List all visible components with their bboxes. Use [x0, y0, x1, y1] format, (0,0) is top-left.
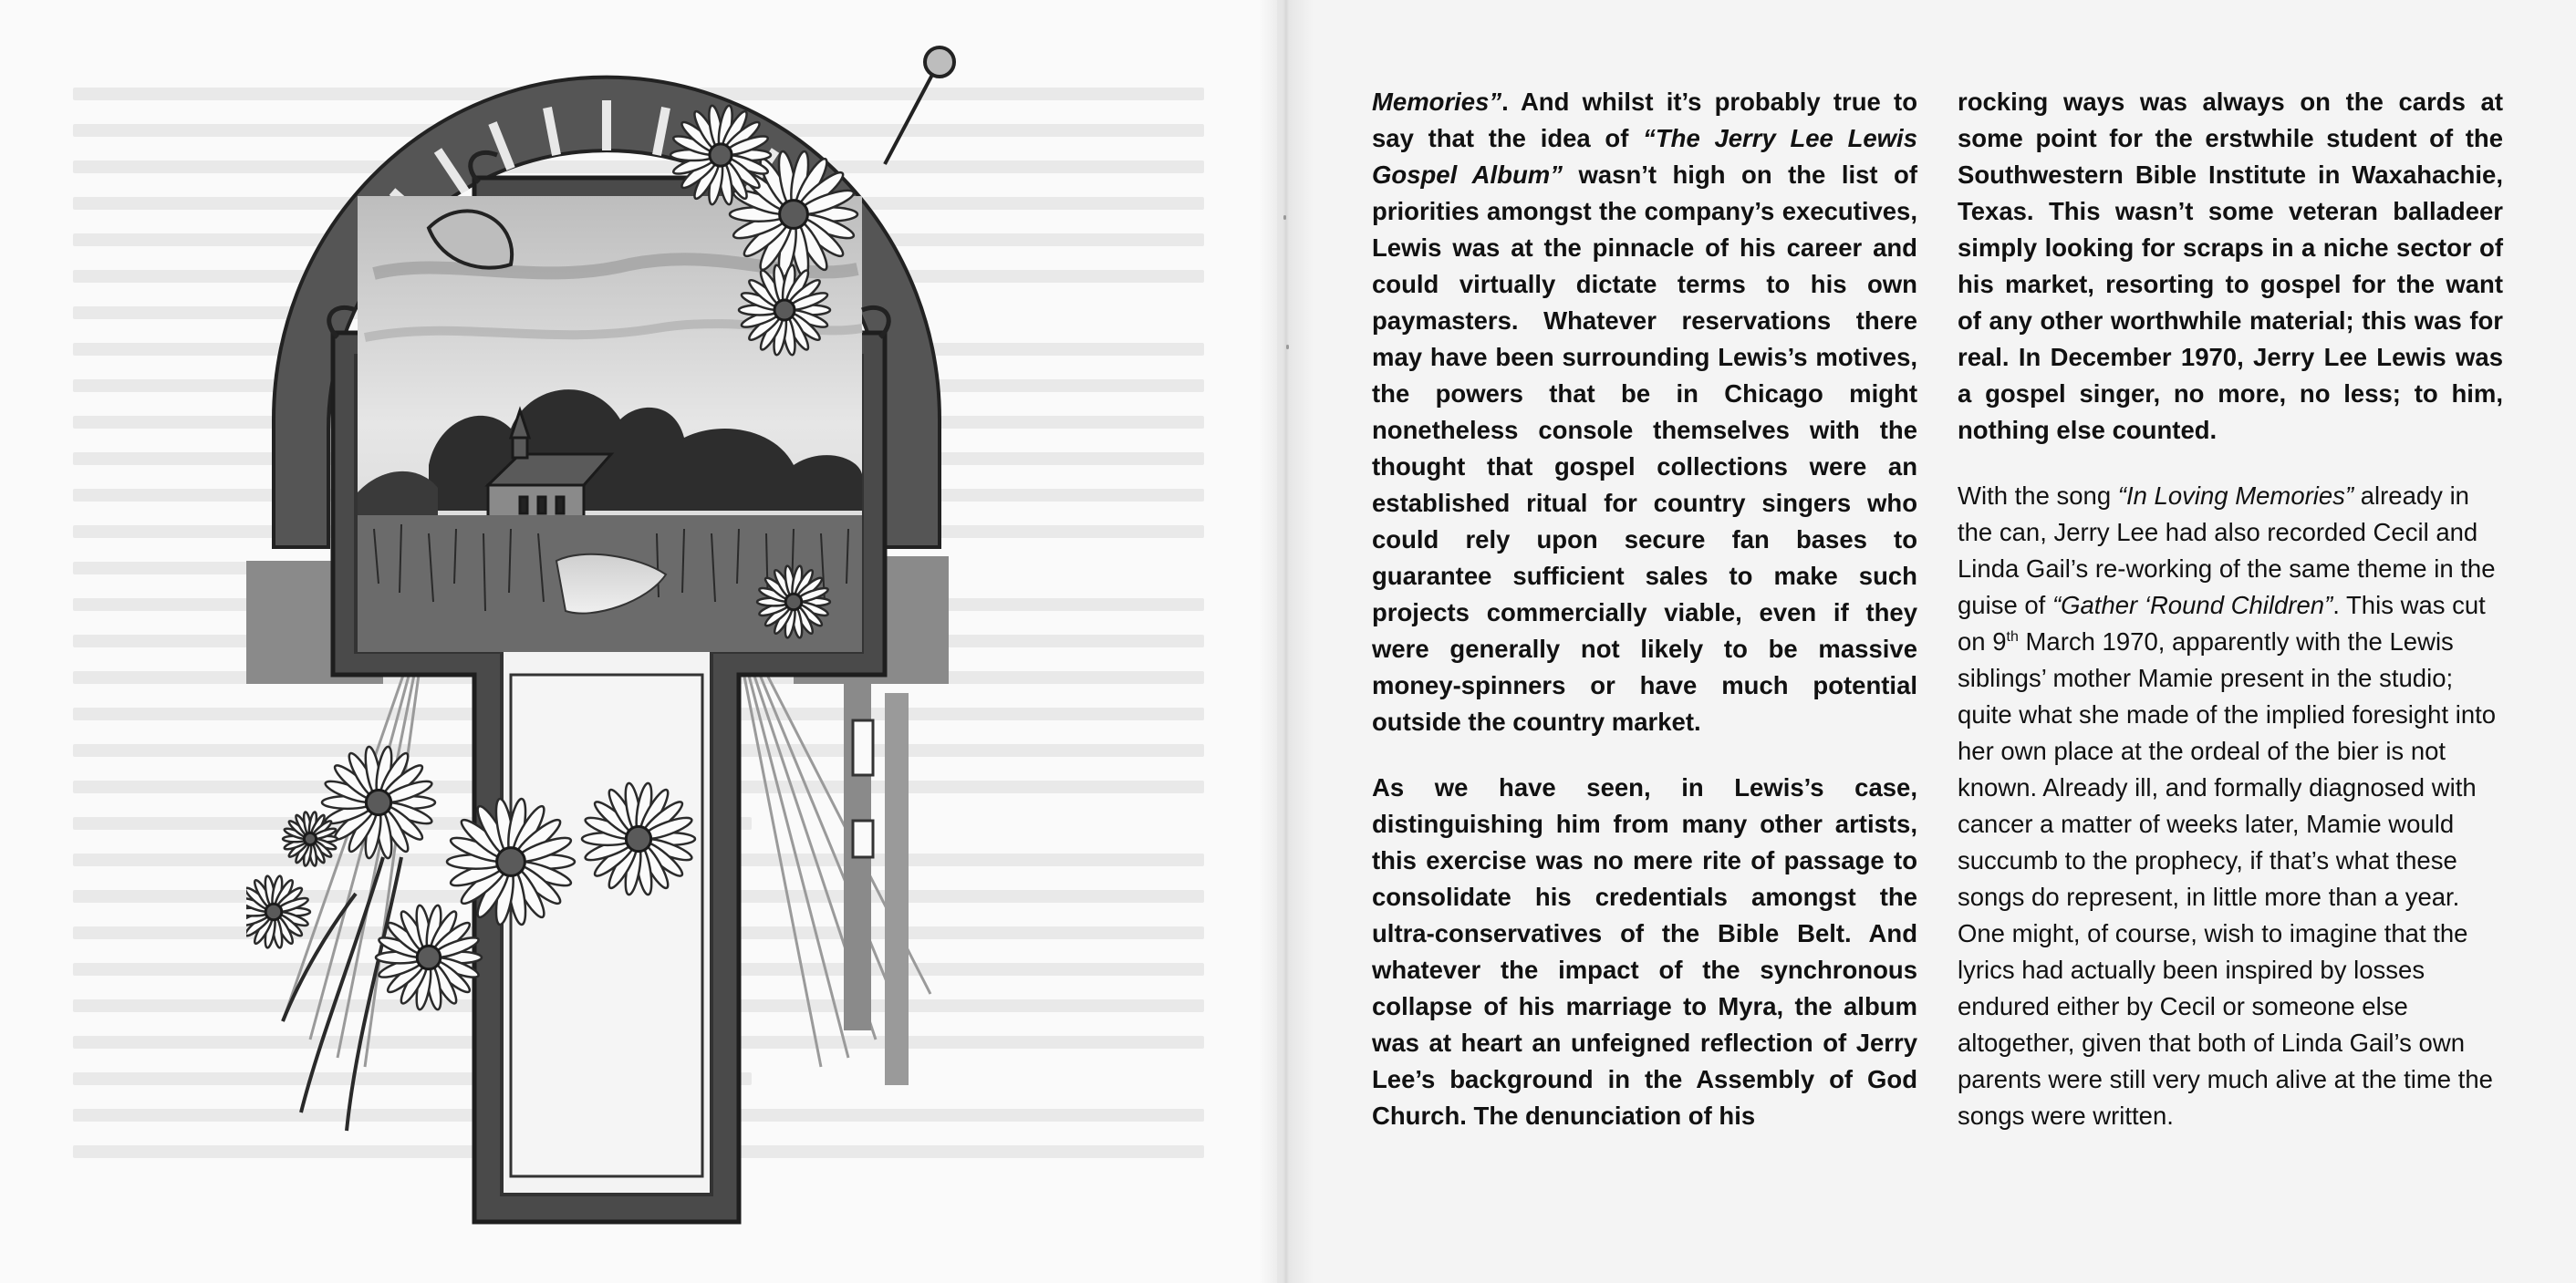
text-span: March 1970, apparently with the Lewis siblings’ mother Mamie present in the studio; quite what she made of the implied foresight into her own place at the ordeal of the bier is not known. Already ill, and formally diagnosed with cancer a matter of weeks later, Mamie would succumb to the prophecy, if that’s what these songs do represent, in little more than a year. One might, of course, wish to imagine that the lyrics had actually been inspired by losses endured either by Cecil or someone else altogether, given that both of Linda Gail’s own parents were still very much alive at the time the songs were written.	[1958, 627, 2497, 1130]
text-span: With the song	[1958, 481, 2118, 510]
daisy-icon	[376, 905, 482, 1010]
paragraph	[1958, 478, 2503, 1134]
daisy-icon	[246, 875, 310, 948]
text-span: Memories”	[1372, 88, 1502, 116]
paragraph: As we have seen, in Lewis’s case, distinguishing him from many other artists, this exercise was no mere rite of passage to consolidate his credentials amongst the ultra-conservatives of the Bible Belt. And whatever the impact of the synchronous collapse of his marriage to Myra, the album was at heart an unfeigned reflection of Jerry Lee’s background in the Assembly of God Church. The denunciation of his	[1372, 773, 1917, 1130]
cross-daisy-illustration	[246, 36, 1003, 1226]
paragraph: rocking ways was always on the cards at some point for the erstwhile student of the Southwestern Bible Institute in Waxahachie, Texas. This wasn’t some veteran balladeer simply looking for scraps in a niche sector of his market, resorting to gospel for the want of any other worthwhile material; this was for real. In December 1970, Jerry Lee Lewis was a gospel singer, no more, no less; to him, nothing else counted.	[1958, 88, 2503, 444]
superscript: th	[2006, 628, 2019, 645]
text-span: “Gather ‘Round Children”	[2051, 591, 2333, 619]
left-page	[0, 0, 1277, 1283]
text-span: . This was cut on 9	[1958, 591, 2486, 656]
flower-bud-icon	[925, 47, 954, 77]
text-span: “The Jerry Lee Lewis Gospel Album”	[1372, 124, 1917, 189]
text-column-1	[1372, 84, 1917, 1134]
paragraph	[1372, 84, 1917, 740]
text-span: . And whilst it’s probably true to say that the idea of	[1372, 88, 1917, 152]
daisy-icon	[322, 746, 435, 859]
text-column-2	[1958, 84, 2503, 1134]
book-gutter	[1259, 0, 1314, 1283]
text-span: already in the can, Jerry Lee had also recorded Cecil and Linda Gail’s re-working of the same theme in the guise of	[1958, 481, 2496, 619]
text-span: wasn’t high on the list of priorities amongst the company’s executives, Lewis was at the pinnacle of his career and could virtually dictate terms to his own paymasters. Whatever reservations there may have been surrounding Lewis’s motives, the powers that be in Chicago might nonetheless console themselves with the thought that gospel collections were an established ritual for country singers who could rely upon secure fan bases to guarantee sufficient sales to make such projects commercially viable, even if they were generally not likely to be massive money-spinners or have much potential outside the country market.	[1372, 160, 1917, 736]
text-span: “In Loving Memories”	[2117, 481, 2354, 510]
print-speck	[1283, 215, 1286, 220]
print-speck	[1286, 345, 1289, 349]
